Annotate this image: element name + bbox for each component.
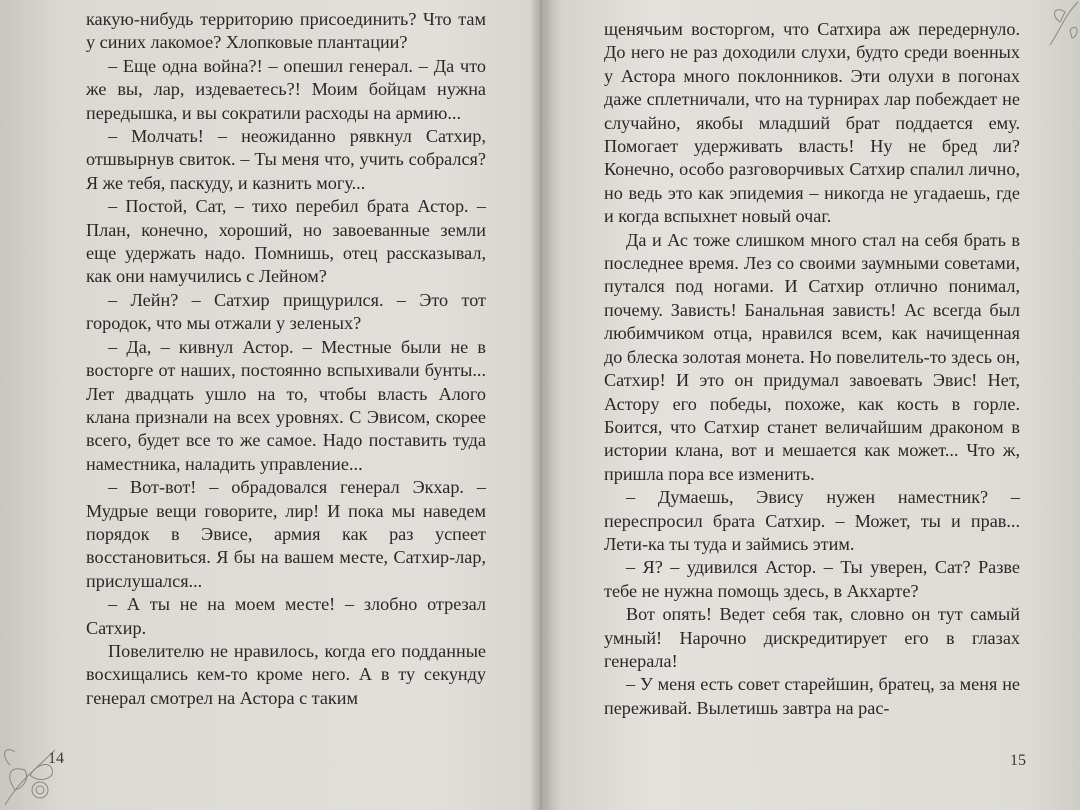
paragraph: щенячьим восторгом, что Сатхира аж передернуло. До него не раз доходили слухи, будто среди военных у Астора много поклонников. Эти олухи в погонах даже сплетничали, что на турнирах лар побеждает не случайно, якобы младший брат поддается ему. Помогает удерживать власть! Ну не бред ли? Конечно, особо разговорчивых Сатхир спалил лично, но ведь это как эпидемия – никогда не угадаешь, где и когда вспыхнет новый очаг. bbox=[604, 19, 1020, 227]
right-page-text bbox=[604, 18, 1020, 720]
paragraph: – Еще одна война?! – опешил генерал. – Да что же вы, лар, издеваетесь?! Моим бойцам нужна передышка, и вы сократили расходы на армию... bbox=[86, 55, 486, 123]
paragraph: Вот опять! Ведет себя так, словно он тут самый умный! Нарочно дискредитирует его в глазах генерала! bbox=[604, 604, 1020, 671]
left-page-text bbox=[86, 8, 486, 710]
floral-ornament-icon bbox=[1030, 0, 1080, 60]
paragraph: Повелителю не нравилось, когда его подданные восхищались кем-то кроме него. А в ту секунду генерал смотрел на Астора с таким bbox=[86, 640, 486, 708]
book-gutter bbox=[530, 0, 552, 810]
paragraph: – А ты не на моем месте! – злобно отрезал Сатхир. bbox=[86, 594, 486, 638]
paragraph: – Я? – удивился Астор. – Ты уверен, Сат? Разве тебе не нужна помощь здесь, в Акхарте? bbox=[604, 557, 1020, 601]
paragraph: – Лейн? – Сатхир прищурился. – Это тот городок, что мы отжали у зеленых? bbox=[86, 289, 486, 334]
paragraph: какую-нибудь территорию присоединить? Что там у синих лакомое? Хлопковые плантации? bbox=[86, 9, 486, 53]
paragraph: – Думаешь, Эвису нужен наместник? – переспросил брата Сатхир. – Может, ты и прав... Лети-ка ты туда и займись этим. bbox=[604, 487, 1020, 554]
page-number: 15 bbox=[1010, 752, 1026, 769]
paragraph: – У меня есть совет старейшин, братец, за меня не переживай. Вылетишь завтра на рас- bbox=[604, 674, 1020, 718]
paragraph: – Вот-вот! – обрадовался генерал Экхар. – Мудрые вещи говорите, лир! И пока мы наведем порядок в Эвисе, армия как раз успеет восстановиться. Я бы на вашем месте, Сатхир-лар, прислушался... bbox=[86, 477, 486, 591]
paragraph: – Да, – кивнул Астор. – Местные были не в восторге от наших, постоянно вспыхивали бунты... Лет двадцать ушло на то, чтобы власть Алого клана признали на всех уровнях. С Эвисом, скорее всего, будет все то же самое. Надо поставить туда наместника, наладить управление... bbox=[86, 336, 486, 474]
page-number: 14 bbox=[48, 750, 64, 767]
paragraph: Да и Ас тоже слишком много стал на себя брать в последнее время. Лез со своими заумными советами, путался под ногами. И Сатхир отлично понимал, почему. Зависть! Банальная зависть! Ас всегда был любимчиком отца, нравился всем, как начищенная до блеска золотая монета. Но повелитель-то здесь он, Сатхир! И это он придумал завоевать Эвис! Нет, Астору его победы, похоже, как кость в горле. Боится, что Сатхир станет величайшим драконом в истории клана, вот и мешается как может... Что ж, пришла пора все изменить. bbox=[604, 229, 1020, 484]
paragraph: – Молчать! – неожиданно рявкнул Сатхир, отшвырнув свиток. – Ты меня что, учить собрался? Я же тебя, паскуду, и казнить могу... bbox=[86, 126, 486, 193]
paragraph: – Постой, Сат, – тихо перебил брата Астор. – План, конечно, хороший, но завоеванные земли еще удержать надо. Помнишь, отец рассказывал, как они намучились с Лейном? bbox=[86, 196, 486, 287]
